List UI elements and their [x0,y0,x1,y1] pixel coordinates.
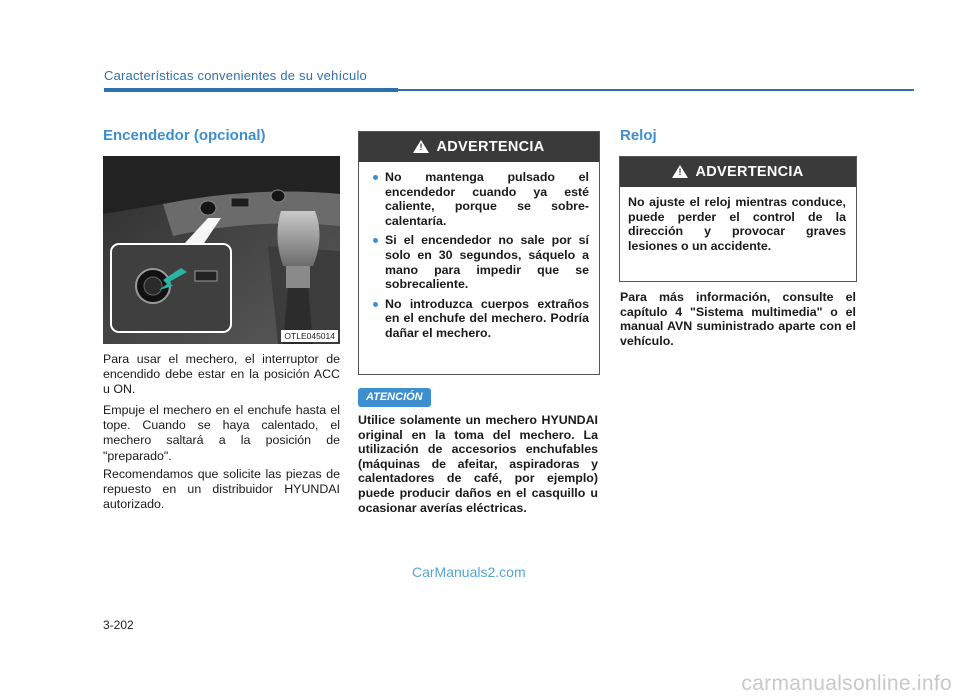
clock-warning-box [619,156,857,282]
lighter-paragraph-1: Para usar el mechero, el interruptor de encendido debe estar en la posición ACC u ON. [103,352,340,397]
attention-badge: ATENCIÓN [358,388,431,407]
figure-code: OTLE045014 [281,330,338,342]
warning-title: ADVERTENCIA [695,164,804,180]
warning-list [359,162,599,352]
warning-item: No mantenga pulsado el encendedor cuando ya esté caliente, porque se sobre-calentaría. [373,170,589,228]
page-number: 3-202 [103,618,134,632]
attention-text: Utilice solamente un mechero HYUNDAI original en la toma del mechero. La utilización de accesorios enchufables (máquinas de afeitar, aspiradoras y calentadores de café, por ejemplo) puede producir daños en el casquillo u ocasionar averías eléctricas. [358,413,598,515]
footer-watermark: carmanualsonline.info [741,672,952,695]
clock-heading: Reloj [620,127,657,144]
clock-paragraph: Para más información, consulte el capítulo 4 "Sistema multimedia" o el manual AVN suministrado aparte con el vehículo. [620,290,856,348]
warning-item: Si el encendedor no sale por sí solo en 30 segundos, sáquelo a mano para impedir que se sobrecaliente. [373,233,589,291]
warning-triangle-icon: ! [672,165,688,178]
warning-title: ADVERTENCIA [436,139,545,155]
warning-header [359,132,599,162]
site-watermark: CarManuals2.com [412,564,526,580]
lighter-illustration [103,156,340,344]
section-header-title: Características convenientes de su vehículo [104,68,367,83]
lighter-paragraph-2: Empuje el mechero en el enchufe hasta el tope. Cuando se haya calentado, el mechero saltará a la posición de "preparado". [103,403,340,463]
bullet-icon [373,302,378,307]
bullet-icon [373,175,378,180]
section-header-bar [104,88,398,92]
warning-triangle-icon: ! [413,140,429,153]
lighter-paragraph-3: Recomendamos que solicite las piezas de repuesto en un distribuidor HYUNDAI autorizado. [103,467,340,512]
warning-item: No introduzca cuerpos extraños en el enchufe del mechero. Podría dañar el mechero. [373,297,589,341]
lighter-photo [103,156,340,344]
bullet-icon [373,238,378,243]
clock-warning-text: No ajuste el reloj mientras conduce, puede perder el control de la dirección y provocar graves lesiones o un accidente. [628,195,846,253]
section-header-rule [398,89,914,91]
lighter-warning-box [358,131,600,375]
lighter-heading: Encendedor (opcional) [103,127,266,144]
warning-header [620,157,856,187]
